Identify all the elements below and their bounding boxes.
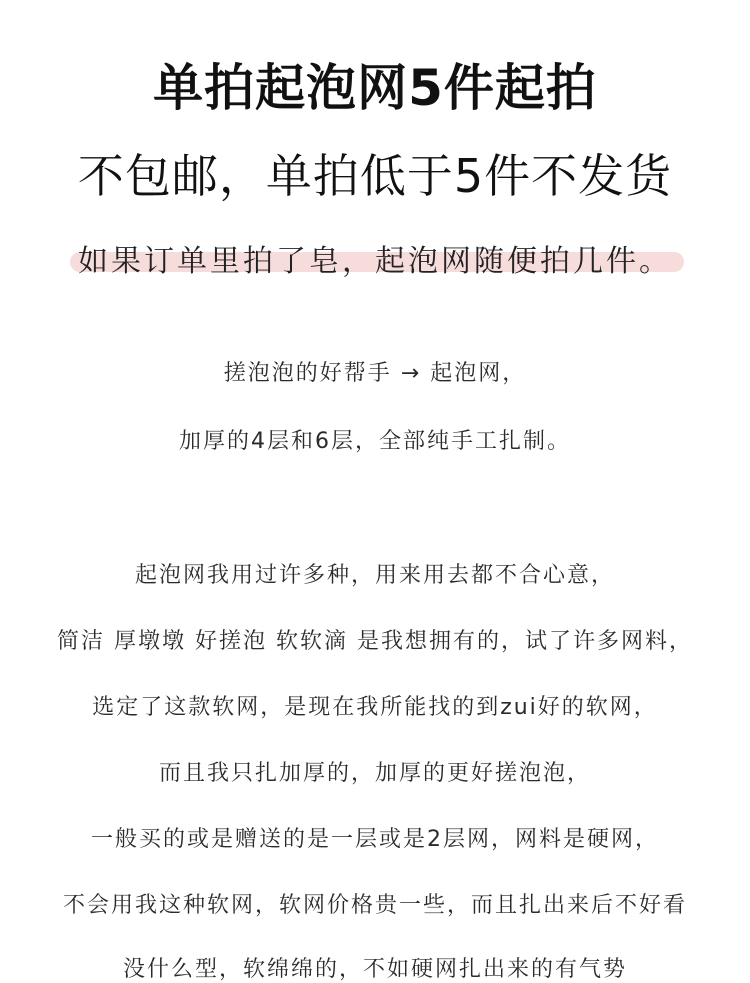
body-line: 没什么型，软绵绵的，不如硬网扎出来的有气势 xyxy=(122,957,627,982)
body-line: 简洁 厚墩墩 好搓泡 软软滴 是我想拥有的，试了许多网料， xyxy=(57,629,693,654)
highlighted-note xyxy=(74,236,676,280)
body-line: 不会用我这种软网，软网价格贵一些，而且扎出来后不好看 xyxy=(62,893,687,918)
body-line: 一般买的或是赠送的是一层或是2层网，网料是硬网， xyxy=(91,827,659,852)
intro-line: 搓泡泡的好帮手 → 起泡网， xyxy=(223,361,527,386)
note-text: 如果订单里拍了皂，起泡网随便拍几件。 xyxy=(78,244,672,279)
body-line: 选定了这款软网，是现在我所能找的到zui好的软网， xyxy=(92,695,658,720)
subheadline: 不包邮，单拍低于5件不发货 xyxy=(77,149,673,203)
headline: 单拍起泡网5件起拍 xyxy=(153,59,597,117)
intro-line: 加厚的4层和6层，全部纯手工扎制。 xyxy=(179,429,571,454)
body-line: 而且我只扎加厚的，加厚的更好搓泡泡， xyxy=(158,761,591,786)
body-line: 起泡网我用过许多种，用来用去都不合心意， xyxy=(134,563,615,588)
note-container xyxy=(0,236,750,280)
